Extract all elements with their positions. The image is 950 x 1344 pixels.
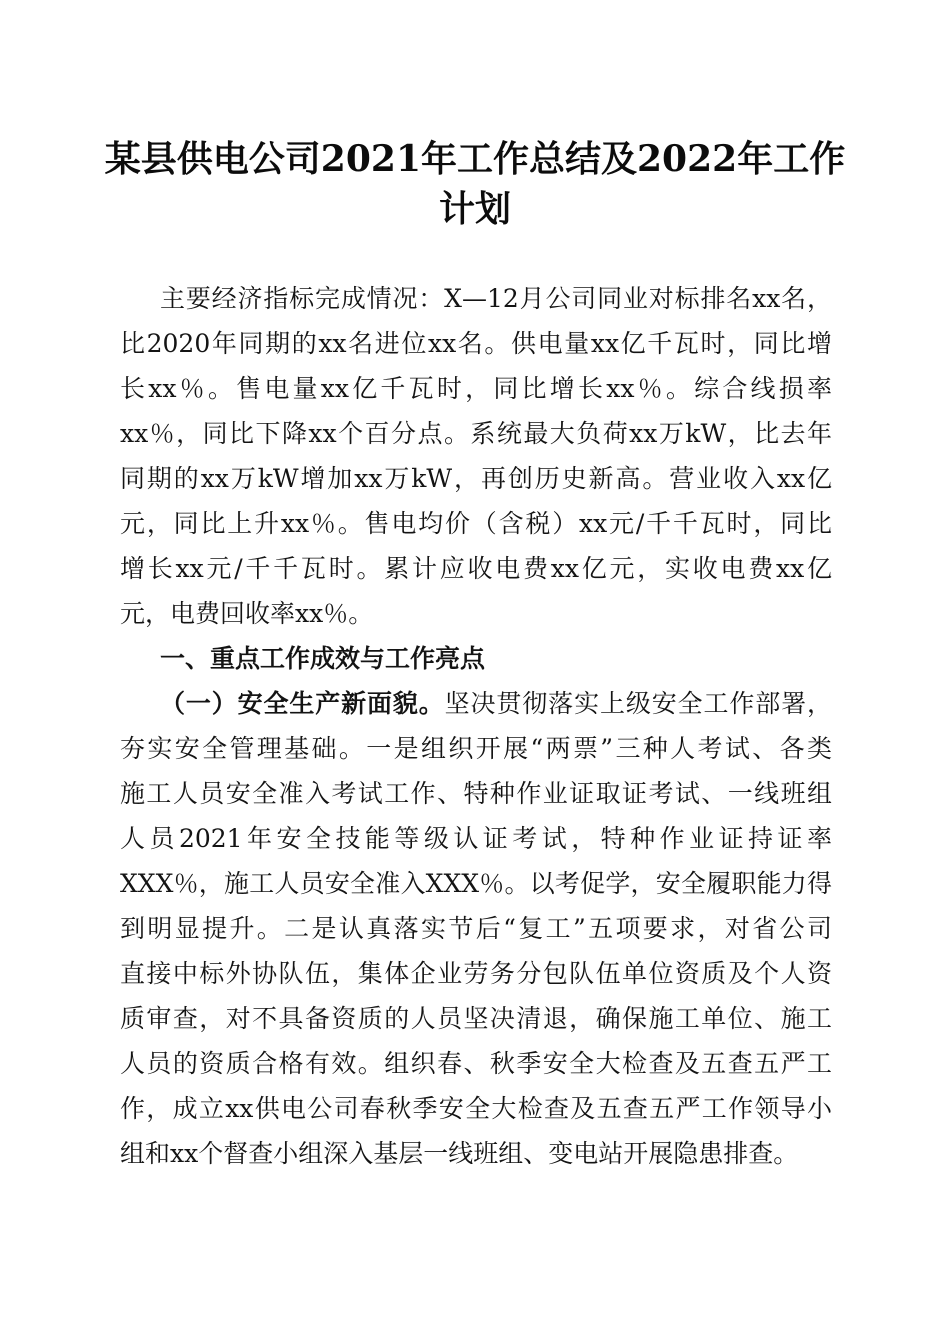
paragraph-1-line: 比2020年同期的xx名进位xx名。供电量xx亿千瓦时，同比增 bbox=[120, 329, 832, 358]
subsection-1-first-line bbox=[160, 681, 832, 726]
subsection-1-first-rest: 坚决贯彻落实上级安全工作部署， bbox=[444, 689, 832, 718]
paragraph-1-line: 长xx％。售电量xx亿千瓦时，同比增长xx％。综合线损率 bbox=[120, 374, 832, 403]
paragraph-1-line: 元，电费回收率xx％。 bbox=[120, 599, 374, 628]
paragraph-1-line: 主要经济指标完成情况：X—12月公司同业对标排名xx名， bbox=[160, 284, 832, 313]
section-heading: 一、重点工作成效与工作亮点 bbox=[160, 644, 486, 673]
paragraph-1-line: 同期的xx万kW增加xx万kW，再创历史新高。营业收入xx亿 bbox=[120, 464, 832, 493]
paragraph-1-line: xx％，同比下降xx个百分点。系统最大负荷xx万kW，比去年 bbox=[120, 419, 832, 448]
paragraph-1-line: 增长xx元/千千瓦时。累计应收电费xx亿元，实收电费xx亿 bbox=[120, 554, 832, 583]
subsection-1-line: 施工人员安全准入考试工作、特种作业证取证考试、一线班组 bbox=[120, 779, 832, 808]
subsection-1-line: 人员的资质合格有效。组织春、秋季安全大检查及五查五严工 bbox=[120, 1049, 832, 1078]
subsection-1-line: 作，成立xx供电公司春秋季安全大检查及五查五严工作领导小 bbox=[120, 1094, 832, 1123]
subsection-1-line: 夯实安全管理基础。一是组织开展“两票”三种人考试、各类 bbox=[120, 734, 832, 763]
subsection-1-lead: （一）安全生产新面貌。 bbox=[160, 689, 445, 718]
paragraph-1-line: 元，同比上升xx％。售电均价（含税）xx元/千千瓦时，同比 bbox=[120, 509, 832, 538]
subsection-1-line: 到明显提升。二是认真落实节后“复工”五项要求，对省公司 bbox=[120, 914, 832, 943]
subsection-1-line: XXX％，施工人员安全准入XXX％。以考促学，安全履职能力得 bbox=[120, 869, 832, 898]
document-title-line-1: 某县供电公司2021年工作总结及2022年工作 bbox=[104, 138, 846, 180]
subsection-1-line: 直接中标外协队伍，集体企业劳务分包队伍单位资质及个人资 bbox=[120, 959, 832, 988]
document-title-line-2: 计划 bbox=[438, 188, 511, 230]
subsection-1-line: 组和xx个督查小组深入基层一线班组、变电站开展隐患排查。 bbox=[120, 1139, 799, 1168]
subsection-1-line: 质审查，对不具备资质的人员坚决清退，确保施工单位、施工 bbox=[120, 1004, 832, 1033]
subsection-1-line: 人员2021年安全技能等级认证考试，特种作业证持证率 bbox=[120, 824, 832, 853]
